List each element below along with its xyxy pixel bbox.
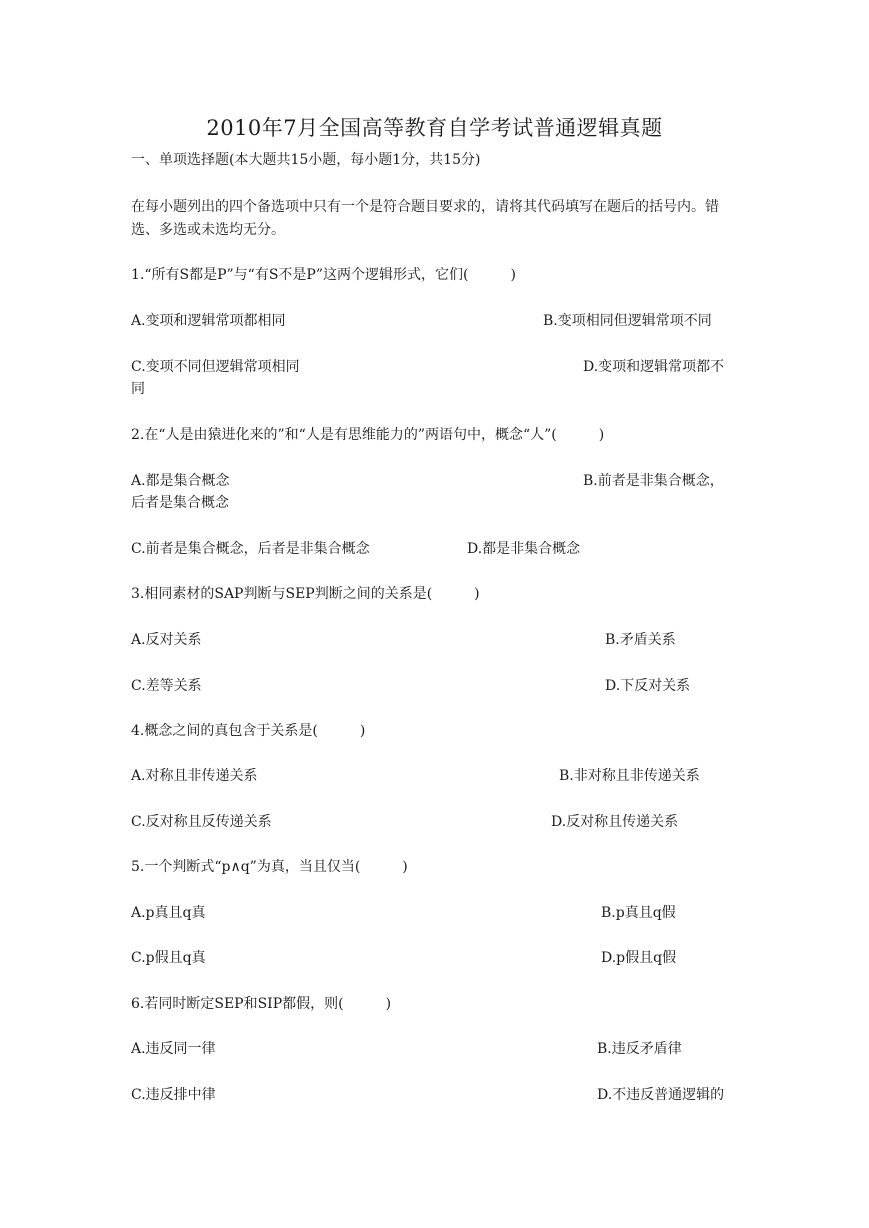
section-heading: 一、单项选择题(本大题共15小题，每小题1分，共15分): [131, 152, 481, 168]
question-6-option-c: C.违反排中律: [131, 1087, 216, 1103]
question-6-option-a: A.违反同一律: [131, 1041, 216, 1057]
question-4-option-d: D.反对称且传递关系: [551, 814, 679, 830]
instructions-text: 在每小题列出的四个备选项中只有一个是符合题目要求的，请将其代码填写在题后的括号内。错选、多选或未选均无分。: [131, 199, 719, 238]
question-3-option-c: C.差等关系: [131, 678, 202, 694]
page-title: 2010年7月全国高等教育自学考试普通逻辑真题: [206, 116, 663, 140]
question-2-option-b: B.前者是非集合概念，: [583, 473, 724, 489]
question-3-option-b: B.矛盾关系: [605, 632, 676, 648]
question-6-option-d: D.不违反普通逻辑的: [597, 1087, 725, 1103]
question-6-stem: 6.若同时断定SEP和SIP都假，则( ): [131, 996, 392, 1012]
question-4-option-c: C.反对称且反传递关系: [131, 814, 272, 830]
question-2-option-a: A.都是集合概念: [131, 473, 230, 489]
question-6-option-b: B.违反矛盾律: [597, 1041, 682, 1057]
question-5-stem: 5.一个判断式“p∧q”为真，当且仅当( ): [131, 859, 408, 875]
question-3-stem: 3.相同素材的SAP判断与SEP判断之间的关系是( ): [131, 586, 480, 602]
question-2-option-c: C.前者是集合概念，后者是非集合概念: [131, 541, 370, 557]
question-1-option-c: C.变项不同但逻辑常项相同: [131, 359, 300, 375]
question-4-option-b: B.非对称且非传递关系: [559, 768, 700, 784]
question-1-option-a: A.变项和逻辑常项都相同: [131, 313, 286, 329]
question-2-stem: 2.在“人是由猿进化来的”和“人是有思维能力的”两语句中，概念“人”( ): [131, 427, 605, 443]
question-5-option-d: D.p假且q假: [601, 950, 677, 966]
question-1-stem: 1.“所有S都是P”与“有S不是P”这两个逻辑形式，它们( ): [131, 267, 516, 283]
question-1-option-d: D.变项和逻辑常项都不: [583, 359, 725, 375]
question-4-option-a: A.对称且非传递关系: [131, 768, 258, 784]
question-1-option-b: B.变项相同但逻辑常项不同: [543, 313, 712, 329]
question-2-option-d: D.都是非集合概念: [467, 541, 581, 557]
question-5-option-b: B.p真且q假: [601, 905, 676, 921]
question-1-option-d-wrap: 同: [131, 381, 145, 397]
question-3-option-d: D.下反对关系: [605, 678, 691, 694]
question-4-stem: 4.概念之间的真包含于关系是( ): [131, 723, 366, 739]
question-3-option-a: A.反对关系: [131, 632, 202, 648]
question-5-option-a: A.p真且q真: [131, 905, 206, 921]
question-5-option-c: C.p假且q真: [131, 950, 206, 966]
question-2-option-b-wrap: 后者是集合概念: [131, 495, 229, 511]
